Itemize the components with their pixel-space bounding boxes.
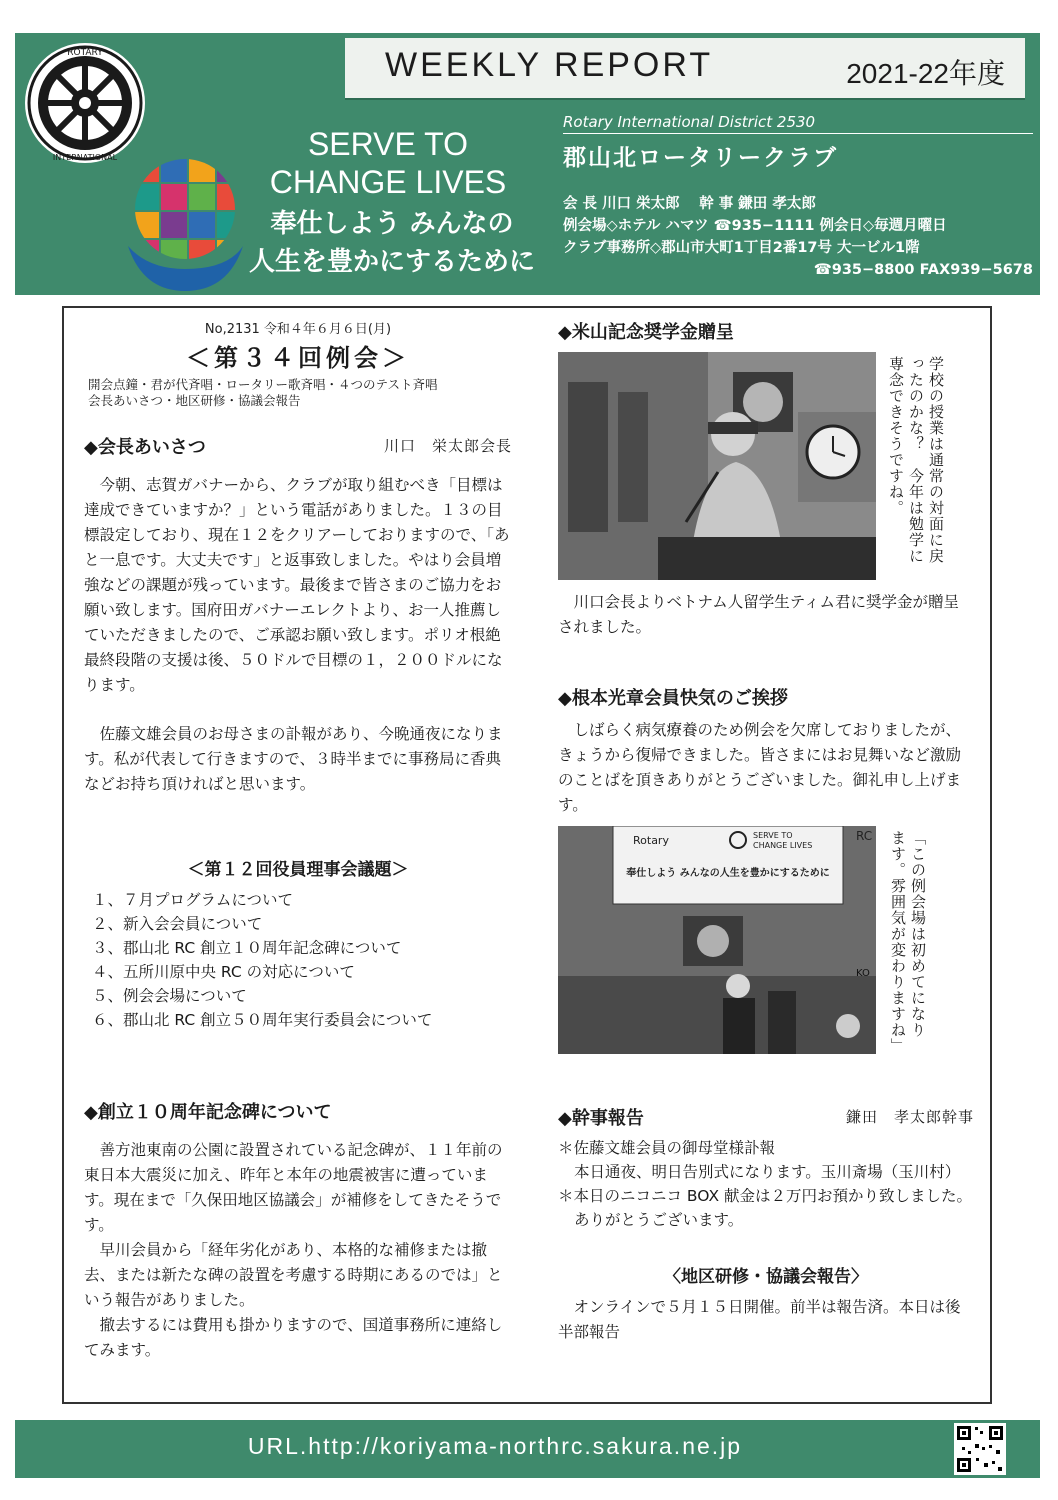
meeting-place: 例会場◇ホテル ハマツ ☎935−1111 例会日◇毎週月曜日 <box>563 218 947 234</box>
banner-slogan: 奉仕しよう みんなの人生を豊かにするために <box>626 868 830 879</box>
header-band <box>15 33 1040 295</box>
secretary-item-1-detail: 本日通夜、明日告別式になります。玉川斎場（玉川村） <box>574 1163 961 1181</box>
phone-fax: ☎935−8800 FAX939−5678 <box>813 262 1033 278</box>
monument-paragraph-1: 善方池東南の公園に設置されている記念碑が、１１年前の東日本大震災に加え、昨年と本年の地震被害に遭っています。現在まで「久保田地区協議会」が補修をしてきたそうです。 <box>84 1141 503 1234</box>
banner-rc: RC <box>856 829 873 843</box>
greeting-text: しばらく病気療養のため例会を欠席しておりましたが、きょうから復帰できました。皆さまにはお見舞いなど激励のことばを頂きありがとうございました。御礼申し上げます。 <box>558 721 962 814</box>
qr-code-icon <box>954 1423 1006 1475</box>
club-url[interactable]: URL.http://koriyama-northrc.sakura.ne.jp <box>247 1433 743 1459</box>
greeting-photo-caption: 「この例会場は初めてになります。雰囲気が変わりますね」 <box>889 830 927 1054</box>
slogan-line-2: CHANGE LIVES <box>269 164 507 200</box>
footer-band <box>15 1420 1040 1478</box>
weekly-report-bar <box>345 38 1025 100</box>
president-heading-label: ◆会長あいさつ <box>84 437 206 458</box>
slogan-japanese <box>247 205 537 281</box>
globe-hand-icon <box>123 151 248 295</box>
greeting-heading: ◆根本光章会員快気のご挨拶 <box>558 688 788 709</box>
monument-heading: ◆創立１０周年記念碑について <box>84 1102 332 1123</box>
slogan-ja-line-2: 人生を豊かにするために <box>248 247 535 277</box>
banner-rotary: Rotary <box>633 834 669 847</box>
scholarship-photo-row <box>558 352 974 582</box>
secretary-speaker: 鎌田 孝太郎幹事 <box>845 1108 974 1126</box>
fiscal-year: 2021-22年度 <box>846 58 1005 89</box>
monument-paragraph-3: 撤去するには費用も掛かりますので、国道事務所に連絡してみます。 <box>84 1316 503 1359</box>
svg-text:INTERNATIONAL: INTERNATIONAL <box>52 153 118 162</box>
scholarship-photo-caption: 学校の授業は通常の対面に戻ったのかな？ 今年は勉学に専念できそうですね。 <box>887 356 945 564</box>
banner-ko: KO <box>856 968 870 979</box>
club-name: 郡山北ロータリークラブ <box>563 145 838 171</box>
monument-paragraph-2: 早川会員から「経年劣化があり、本格的な補修または撤去、または新たな碑の設置を考慮する時期にあるのでは」という報告がありました。 <box>84 1241 503 1309</box>
meeting-number-date: No,2131 令和４年６月６日(月) <box>204 322 392 337</box>
slogan-line-1: SERVE TO <box>307 126 469 162</box>
meeting-title: ＜第３４回例会＞ <box>186 344 410 372</box>
district-label: Rotary International District 2530 <box>563 113 816 131</box>
banner-serve-2: CHANGE LIVES <box>753 841 813 850</box>
scholarship-text: 川口会長よりベトナム人留学生ティム君に奨学金が贈呈されました。 <box>558 593 959 636</box>
banner-serve-1: SERVE TO <box>753 831 793 840</box>
greeting-photo <box>558 826 876 1054</box>
officers: 会 長 川口 栄太郎 幹 事 鎌田 孝太郎 <box>563 196 816 212</box>
district-report-title: 〈地区研修・協議会報告〉 <box>664 1267 868 1287</box>
scholarship-heading: ◆米山記念奨学金贈呈 <box>558 322 734 343</box>
svg-text:ROTARY: ROTARY <box>67 48 103 58</box>
weekly-report-title: WEEKLY REPORT <box>385 46 714 84</box>
right-column <box>558 318 974 1345</box>
slogan-ja-line-1: 奉仕しよう みんなの <box>270 209 514 239</box>
office-address: クラブ事務所◇郡山市大町1丁目2番17号 大一ビル1階 <box>563 240 920 256</box>
agenda-item: ３、郡山北 RC 創立１０周年記念碑について <box>92 939 402 957</box>
president-heading <box>84 433 512 459</box>
agenda-item: ６、郡山北 RC 創立５０周年実行委員会について <box>92 1011 433 1029</box>
president-paragraph-2: 佐藤文雄会員のお母さまの訃報があり、今晩通夜になります。私が代表して行きますので、３時半までに事務局に香典などお持ち頂ければと思います。 <box>84 725 503 793</box>
district-report-text: オンラインで５月１５日開催。前半は報告済。本日は後半部報告 <box>558 1298 961 1341</box>
agenda-item: １、７月プログラムについて <box>92 891 294 909</box>
secretary-heading <box>558 1104 974 1130</box>
agenda-item: ４、五所川原中央 RC の対応について <box>92 963 355 981</box>
rotary-wheel-icon <box>20 38 150 168</box>
agenda-item: ２、新入会会員について <box>92 915 263 933</box>
agenda-item: ５、例会会場について <box>92 987 247 1005</box>
slogan-english <box>243 125 533 201</box>
secretary-item-1: ＊佐藤文雄会員の御母堂様訃報 <box>558 1139 776 1157</box>
agenda-title: ＜第１２回役員理事会議題＞ <box>187 860 409 880</box>
program-line-1: 開会点鐘・君が代斉唱・ロータリー歌斉唱・４つのテスト斉唱 <box>88 377 438 392</box>
secretary-heading-label: ◆幹事報告 <box>558 1108 644 1129</box>
greeting-photo-row <box>558 826 974 1056</box>
program-line-2: 会長あいさつ・地区研修・協議会報告 <box>88 393 301 408</box>
club-info <box>563 193 1033 281</box>
divider <box>563 133 1033 134</box>
president-speaker: 川口 栄太郎会長 <box>383 437 512 455</box>
scholarship-photo <box>558 352 876 580</box>
left-column <box>84 318 512 1363</box>
meeting-program <box>88 377 512 409</box>
secretary-report <box>558 1136 974 1232</box>
agenda-list <box>84 888 512 1032</box>
secretary-item-2: ＊本日のニコニコ BOX 献金は２万円お預かり致しました。ありがとうございます。 <box>558 1187 973 1229</box>
president-paragraph-1: 今朝、志賀ガバナーから、クラブが取り組むべき「目標は達成できていますか？」という電話がありました。１３の目標設定しており、現在１２をクリアーしておりますので、「あと一息です。大丈夫です」と返事致しました。やはり会員増強などの課題が残っています。最後まで皆さまのご協力をお願い致します。国府田ガバナーエレクトより、お一人推薦していただきましたので、ご承認お願い致します。ポリオ根絶最終段階の支援は後、５０ドルで目標の１，２００ドルになります。 <box>84 476 510 694</box>
